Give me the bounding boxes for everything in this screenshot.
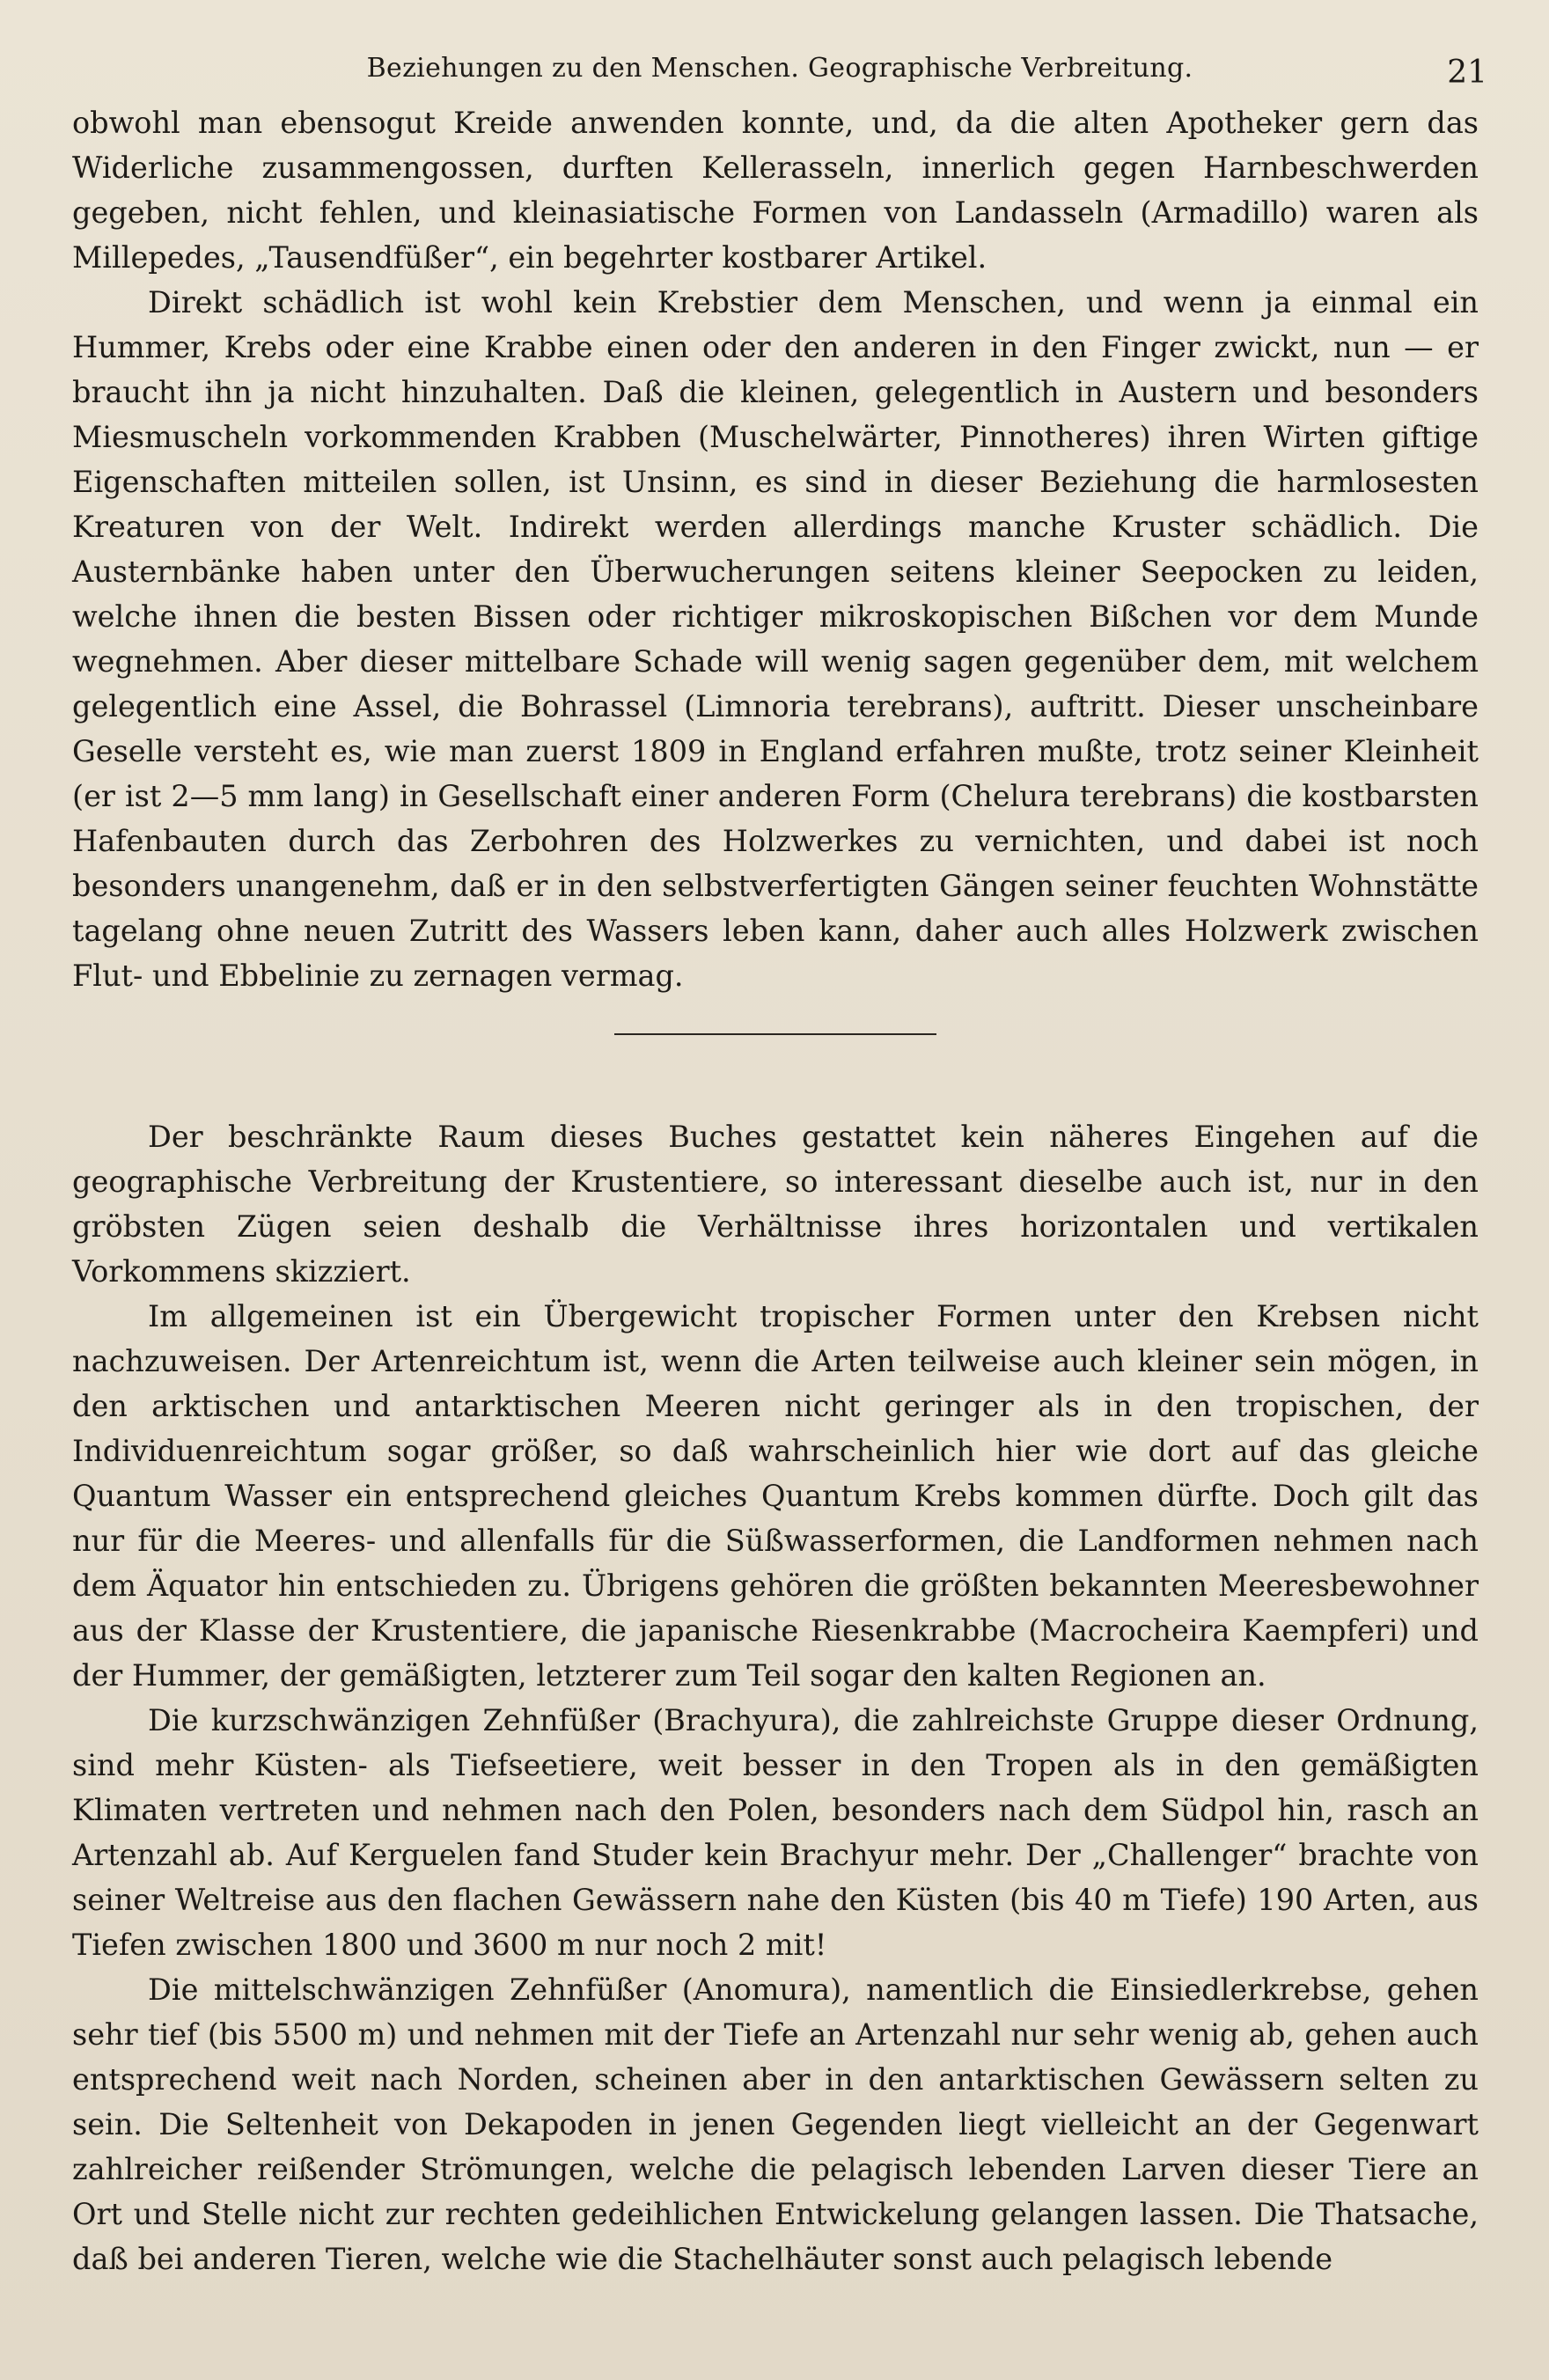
body-text — [72, 100, 1479, 2281]
running-head — [72, 46, 1487, 100]
paragraph-brachyura: Die kurzschwänzigen Zehnfüßer (Brachyura), die zahlreichste Gruppe dieser Ordnung, sind mehr Küsten- als Tiefseetiere, weit besser in den Tropen als in den gemäßigten Klimaten vertreten und nehmen nach den Polen, besonders nach dem Südpol hin, rasch an Artenzahl ab. Auf Kerguelen fand Studer kein Brachyur mehr. Der „Challenger“ brachte von seiner Weltreise aus den flachen Gewässern nahe den Küsten (bis 40 m Tiefe) 190 Arten, aus Tiefen zwischen 1800 und 3600 m nur noch 2 mit! — [72, 1703, 1479, 1962]
paragraph-anomura: Die mittelschwänzigen Zehnfüßer (Anomura), namentlich die Einsiedlerkrebse, gehen sehr tief (bis 5500 m) und nehmen mit der Tiefe an Artenzahl nur sehr wenig ab, gehen auch entsprechend weit nach Norden, scheinen aber in den antarktischen Gewässern selten zu sein. Die Seltenheit von Dekapoden in jenen Gegenden liegt vielleicht an der Gegenwart zahlreicher reißender Strömungen, welche die pelagisch lebenden Larven dieser Tiere an Ort und Stelle nicht zur rechten gedeihlichen Entwickelung gelangen lassen. Die Thatsache, daß bei anderen Tieren, welche wie die Stachelhäuter sonst auch pelagisch lebende — [72, 1972, 1479, 2276]
paragraph-continuation: obwohl man ebensogut Kreide anwenden konnte, und, da die alten Apotheker gern das Widerliche zusammengossen, durften Kellerasseln, innerlich gegen Harnbeschwerden gegeben, nicht fehlen, und kleinasiatische Formen von Landasseln (Armadillo) waren als Millepedes, „Tausendfüßer“, ein begehrter kostbarer Artikel. — [72, 106, 1479, 275]
running-title: Beziehungen zu den Menschen. Geographische Verbreitung. — [366, 53, 1193, 84]
page-number: 21 — [1447, 55, 1487, 91]
paragraph-harmfulness: Direkt schädlich ist wohl kein Krebstier dem Menschen, und wenn ja einmal ein Hummer, Krebs oder eine Krabbe einen oder den anderen in den Finger zwickt, nun — er braucht ihn ja nicht hinzuhalten. Daß die kleinen, gelegentlich in Austern und besonders Miesmuscheln vorkommenden Krabben (Muschelwärter, Pinnotheres) ihren Wirten giftige Eigenschaften mitteilen sollen, ist Unsinn, es sind in dieser Beziehung die harmlosesten Kreaturen von der Welt. Indirekt werden allerdings manche Kruster schädlich. Die Austernbänke haben unter den Überwucherungen seitens kleiner Seepocken zu leiden, welche ihnen die besten Bissen oder richtiger mikroskopischen Bißchen vor dem Munde wegnehmen. Aber dieser mittelbare Schade will wenig sagen gegenüber dem, mit welchem gelegentlich eine Assel, die Bohrassel (Limnoria terebrans), auftritt. Dieser unscheinbare Geselle versteht es, wie man zuerst 1809 in England erfahren mußte, trotz seiner Kleinheit (er ist 2—5 mm lang) in Gesellschaft einer anderen Form (Chelura terebrans) die kostbarsten Hafenbauten durch das Zerbohren des Holzwerkes zu vernichten, und dabei ist noch besonders unangenehm, daß er in den selbstverfertigten Gängen seiner feuchten Wohnstätte tagelang ohne neuen Zutritt des Wassers leben kann, daher auch alles Holzwerk zwischen Flut- und Ebbelinie zu zernagen vermag. — [72, 285, 1479, 993]
paragraph-distribution-intro: Der beschränkte Raum dieses Buches gestattet kein näheres Eingehen auf die geographische Verbreitung der Krustentiere, so interessant dieselbe auch ist, nur in den gröbsten Zügen seien deshalb die Verhältnisse ihres horizontalen und vertikalen Vorkommens skizziert. — [72, 1120, 1479, 1289]
section-divider-rule — [614, 1033, 936, 1035]
paragraph-tropical-forms: Im allgemeinen ist ein Übergewicht tropischer Formen unter den Krebsen nicht nachzuweisen. Der Artenreichtum ist, wenn die Arten teilweise auch kleiner sein mögen, in den arktischen und antarktischen Meeren nicht geringer als in den tropischen, der Individuenreichtum sogar größer, so daß wahrscheinlich hier wie dort auf das gleiche Quantum Wasser ein entsprechend gleiches Quantum Krebs kommen dürfte. Doch gilt das nur für die Meeres- und allenfalls für die Süßwasserformen, die Landformen nehmen nach dem Äquator hin entschieden zu. Übrigens gehören die größten bekannten Meeresbewohner aus der Klasse der Krustentiere, die japanische Riesenkrabbe (Macrocheira Kaempferi) und der Hummer, der gemäßigten, letzterer zum Teil sogar den kalten Regionen an. — [72, 1299, 1479, 1693]
